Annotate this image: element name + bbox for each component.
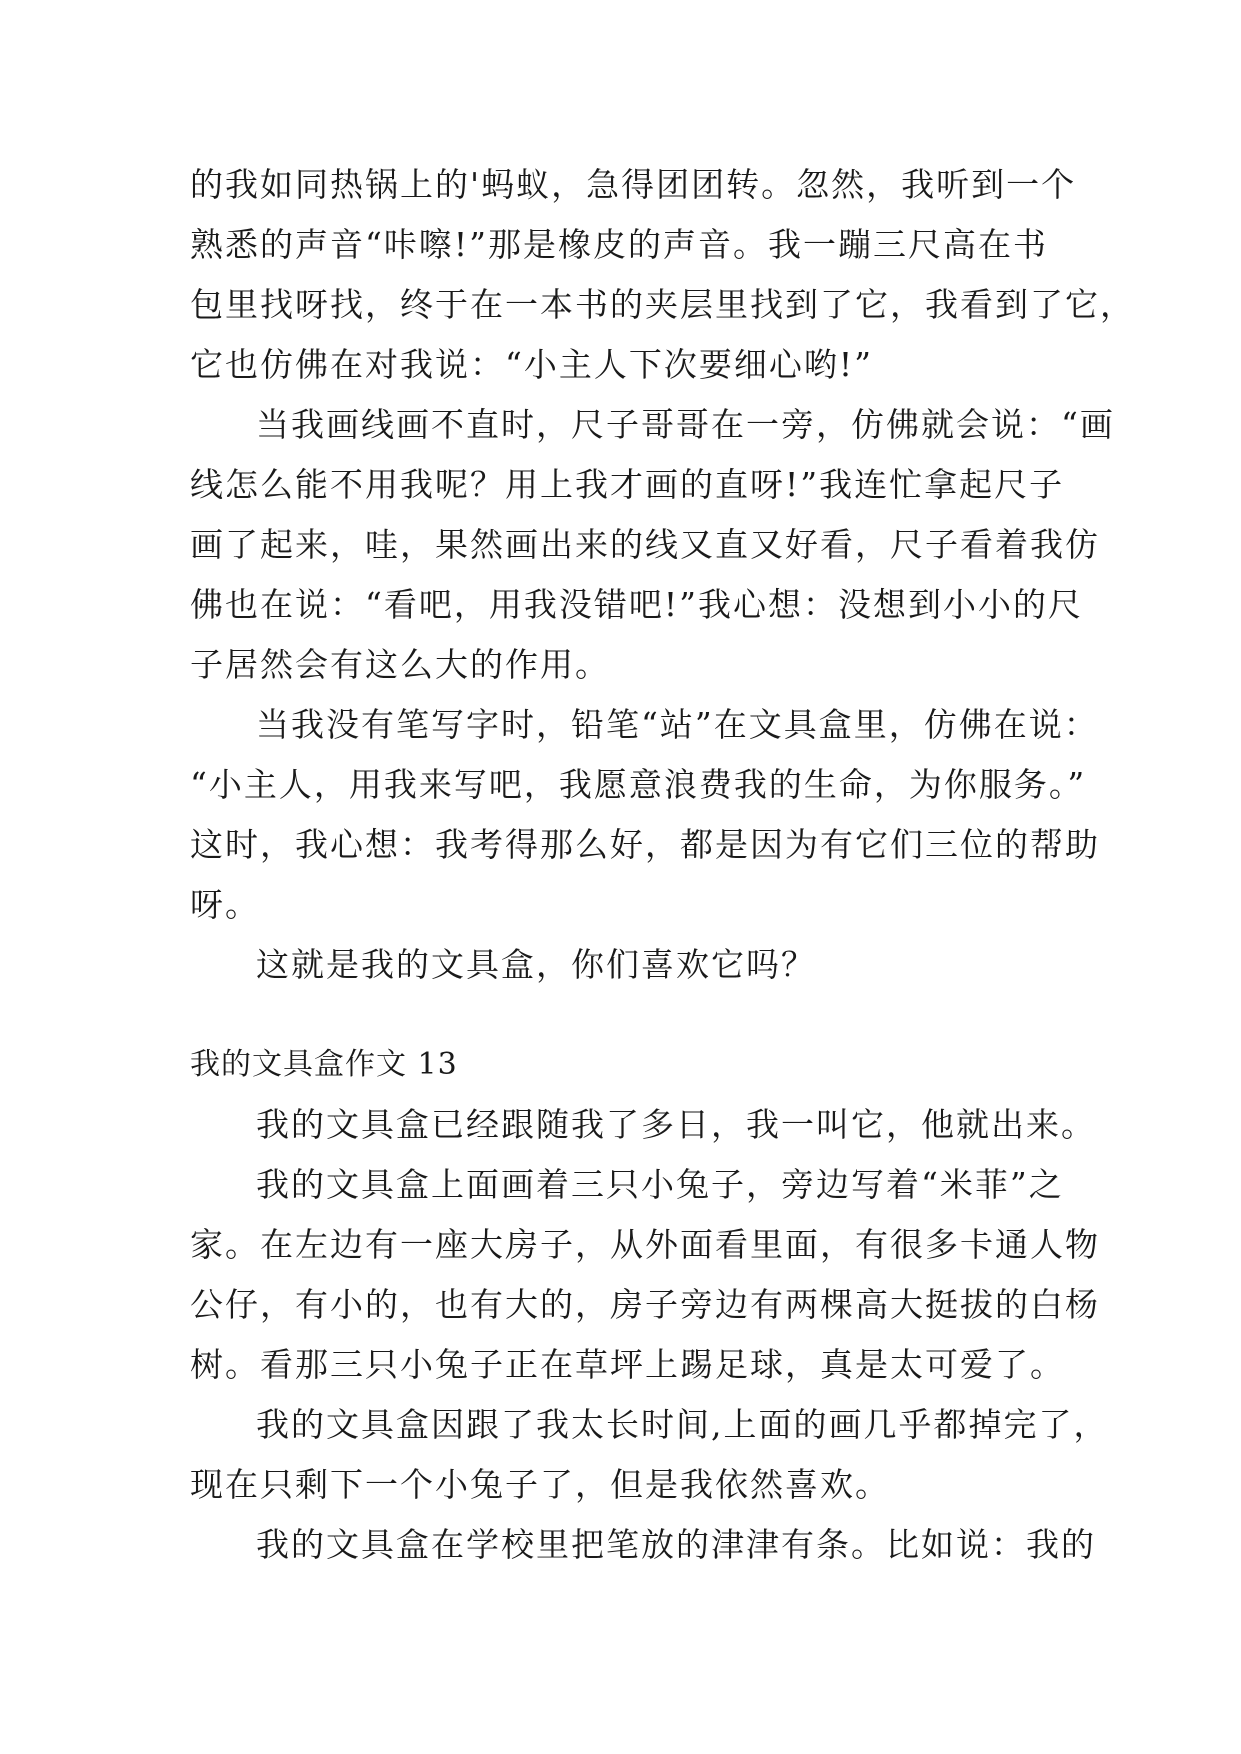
paragraph-line: “小主人，用我来写吧，我愿意浪费我的生命，为你服务。” [190,765,1087,804]
paragraph-line: 当我没有笔写字时，铅笔“站”在文具盒里，仿佛在说： [256,705,1099,744]
paragraph-line: 当我画线画不直时，尺子哥哥在一旁，仿佛就会说：“画 [256,405,1115,444]
paragraph-line: 包里找呀找，终于在一本书的夹层里找到了它，我看到了它， [190,285,1135,324]
paragraph-line: 呀。 [190,885,260,924]
section-title: 我的文具盒作文 13 [190,1047,458,1082]
paragraph-line: 我的文具盒因跟了我太长时间,上面的画几乎都掉完了， [256,1405,1109,1444]
paragraph-line: 树。看那三只小兔子正在草坪上踢足球，真是太可爱了。 [190,1345,1065,1384]
paragraph-line: 公仔，有小的，也有大的，房子旁边有两棵高大挺拔的白杨 [190,1285,1100,1324]
paragraph-line: 我的文具盒在学校里把笔放的津津有条。比如说：我的 [256,1525,1096,1564]
paragraph-line: 线怎么能不用我呢？用上我才画的直呀!”我连忙拿起尺子 [190,465,1065,504]
paragraph-line: 的我如同热锅上的'蚂蚁，急得团团转。忽然，我听到一个 [190,165,1077,204]
paragraph-line: 家。在左边有一座大房子，从外面看里面，有很多卡通人物 [190,1225,1100,1264]
paragraph-line: 我的文具盒已经跟随我了多日，我一叫它，他就出来。 [256,1105,1096,1144]
paragraph-line: 它也仿佛在对我说：“小主人下次要细心哟!” [190,345,874,384]
paragraph-line: 子居然会有这么大的作用。 [190,645,610,684]
paragraph-line: 画了起来，哇，果然画出来的线又直又好看，尺子看着我仿 [190,525,1100,564]
paragraph-line: 熟悉的声音“咔嚓!”那是橡皮的声音。我一蹦三尺高在书 [190,225,1049,264]
paragraph-line: 现在只剩下一个小兔子了，但是我依然喜欢。 [190,1465,890,1504]
paragraph-line: 这时，我心想：我考得那么好，都是因为有它们三位的帮助 [190,825,1100,864]
paragraph-line: 这就是我的文具盒，你们喜欢它吗？ [256,945,816,984]
paragraph-line: 佛也在说：“看吧，用我没错吧!”我心想：没想到小小的尺 [190,585,1084,624]
paragraph-line: 我的文具盒上面画着三只小兔子，旁边写着“米菲”之 [256,1165,1064,1204]
